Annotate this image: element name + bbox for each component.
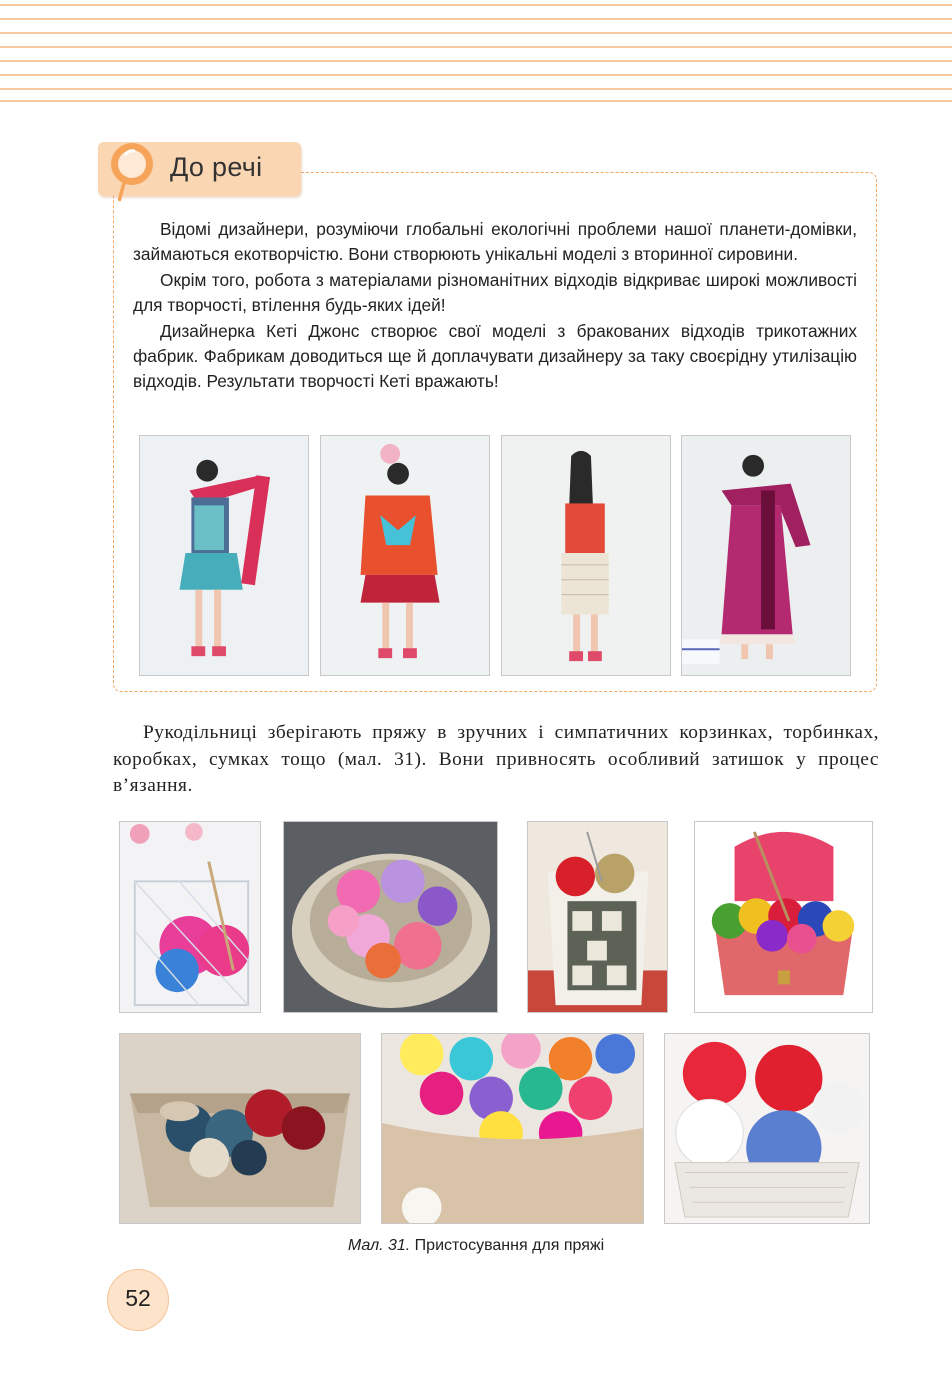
yarn-basket-photo — [119, 1033, 361, 1224]
figure-label: Мал. 31. — [347, 1237, 411, 1254]
callout-paragraph: Дизайнерка Кеті Джонс створює свої моделі з бракованих відходів трикотажних фабрик. Фабрикам доводиться ще й доплачувати дизайнеру за таку своєрідну утилізацію відходів. Результати творчості Кеті вражають! — [133, 320, 857, 392]
yarn-bag-photo — [527, 821, 668, 1013]
header-rule-lines — [0, 0, 952, 105]
callout-title: До речі — [170, 152, 263, 182]
page-number-badge — [107, 1269, 169, 1331]
yarn-basket-photo — [283, 821, 498, 1013]
yarn-basket-photo — [381, 1033, 644, 1224]
fashion-photo — [139, 435, 309, 676]
yarn-basket-photo — [119, 821, 261, 1013]
body-paragraph — [113, 720, 879, 800]
callout-text — [133, 217, 857, 395]
fashion-photo — [320, 435, 490, 676]
yarn-basket-photo — [664, 1033, 870, 1224]
callout-paragraph: Окрім того, робота з матеріалами різноманітних відходів відкриває широкі можливості для творчості, втілення будь-яких ідей! — [133, 269, 857, 316]
fashion-photo — [501, 435, 671, 676]
paragraph-text: Рукодільниці зберігають пряжу в зручних і симпатичних корзинках, торбинках, коробках, сумках тощо (мал. 31). Вони привносять особливий затишок у процес в’язання. — [113, 722, 879, 796]
callout-paragraph: Відомі дизайнери, розуміючи глобальні екологічні проблеми нашої планети-домівки, займаються екотворчістю. Вони створюють унікальні моделі з вторинної сировини. — [133, 219, 857, 265]
page-number: 52 — [125, 1285, 151, 1311]
callout-header — [98, 142, 301, 196]
fashion-photo — [681, 435, 851, 676]
figure-caption-text: Пристосування для пряжі — [410, 1237, 605, 1254]
figure-caption — [0, 1237, 952, 1255]
yarn-box-photo — [694, 821, 873, 1013]
magnifier-icon — [102, 138, 164, 204]
